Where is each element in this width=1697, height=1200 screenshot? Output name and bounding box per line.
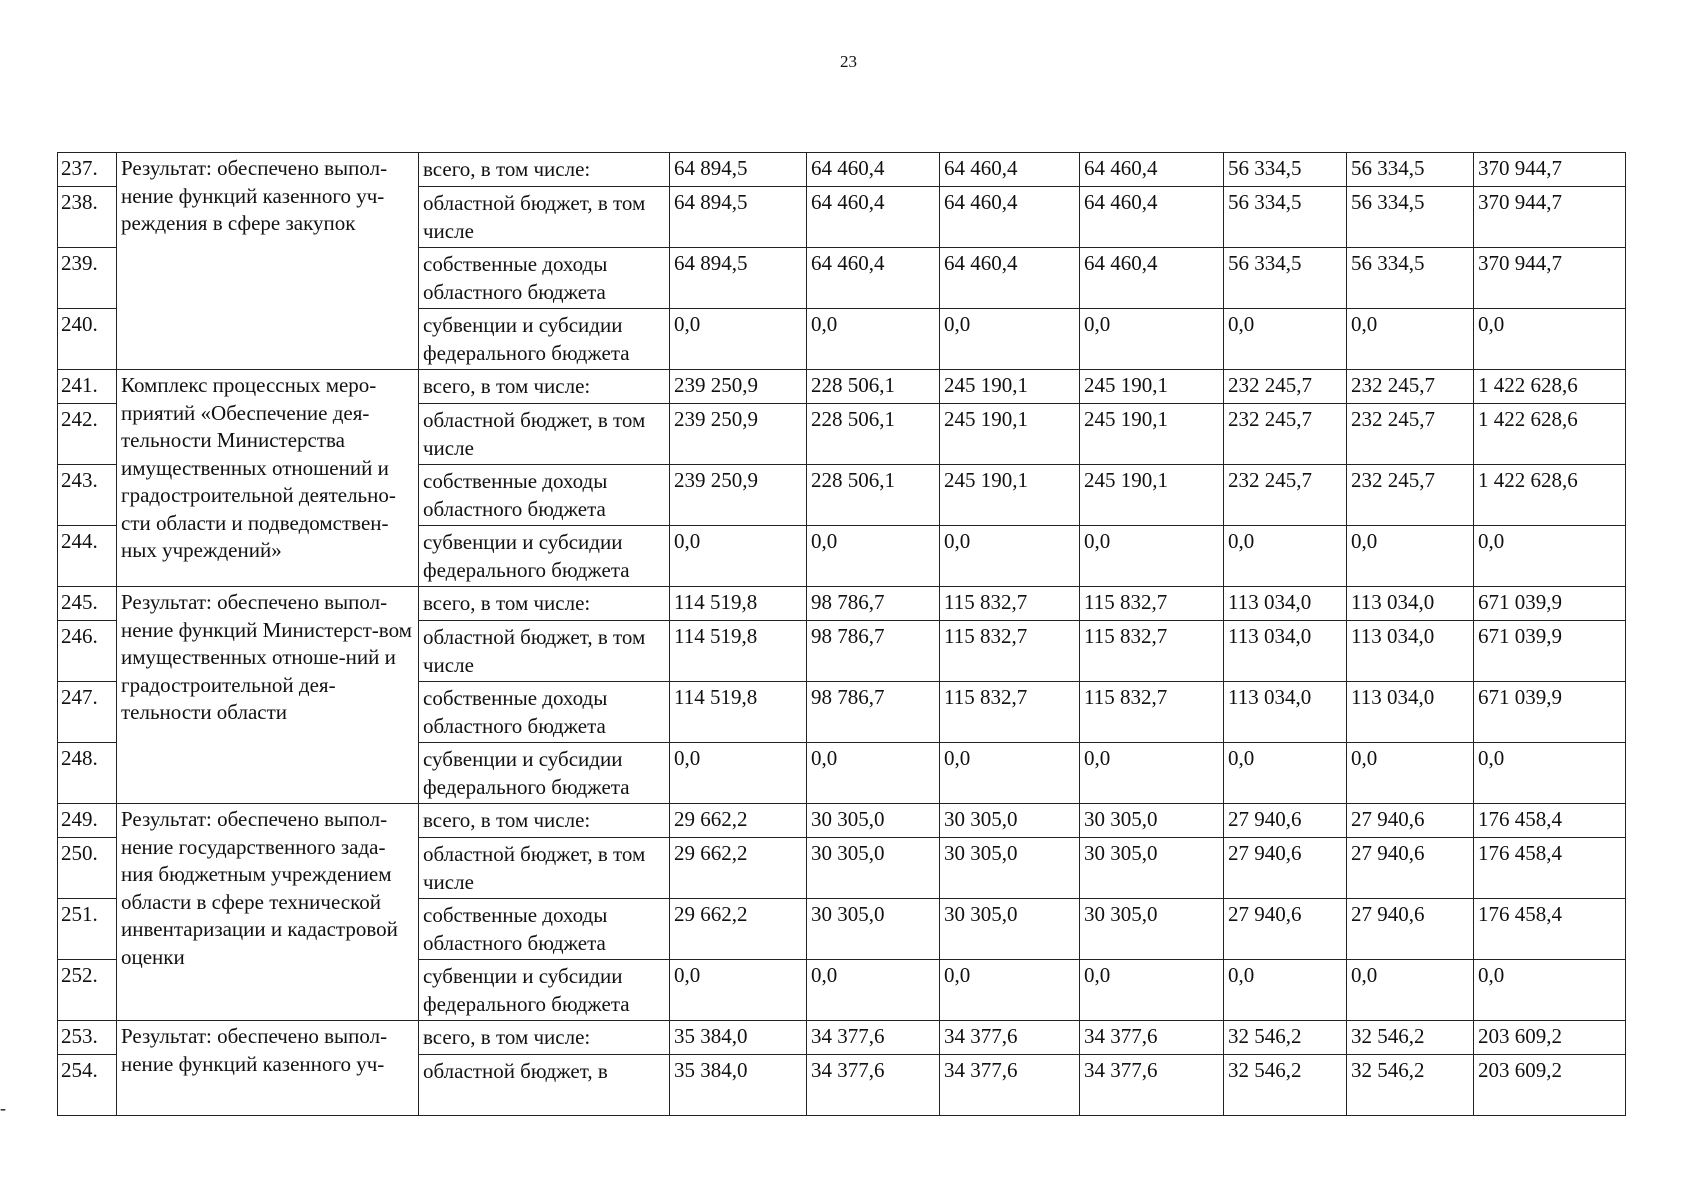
- row-number: 238.: [58, 187, 117, 248]
- value-cell: 0,0: [1224, 309, 1347, 370]
- funding-source: субвенции и субсидии федерального бюджета: [419, 309, 670, 370]
- funding-source: субвенции и субсидии федерального бюджета: [419, 743, 670, 804]
- value-cell: 56 334,5: [1224, 153, 1347, 187]
- row-number: 244.: [58, 526, 117, 587]
- value-cell: 0,0: [940, 960, 1080, 1021]
- value-cell: 34 377,6: [1080, 1021, 1224, 1055]
- value-total: 1 422 628,6: [1474, 465, 1626, 526]
- value-cell: 29 662,2: [670, 838, 807, 899]
- table-row: [58, 153, 1626, 187]
- row-number: 253.: [58, 1021, 117, 1055]
- value-cell: 30 305,0: [1080, 838, 1224, 899]
- value-total: 176 458,4: [1474, 804, 1626, 838]
- value-cell: 35 384,0: [670, 1055, 807, 1116]
- value-cell: 232 245,7: [1347, 404, 1474, 465]
- value-cell: 98 786,7: [807, 682, 940, 743]
- value-cell: 0,0: [1224, 960, 1347, 1021]
- value-cell: 0,0: [807, 526, 940, 587]
- value-cell: 64 460,4: [1080, 187, 1224, 248]
- funding-source: субвенции и субсидии федерального бюджета: [419, 960, 670, 1021]
- value-cell: 64 460,4: [807, 153, 940, 187]
- value-cell: 32 546,2: [1224, 1021, 1347, 1055]
- table-row: [58, 1021, 1626, 1055]
- margin-dash: -: [0, 1098, 6, 1118]
- row-number: 249.: [58, 804, 117, 838]
- funding-source: всего, в том числе:: [419, 370, 670, 404]
- value-cell: 0,0: [1347, 526, 1474, 587]
- row-number: 247.: [58, 682, 117, 743]
- row-number: 242.: [58, 404, 117, 465]
- value-cell: 0,0: [807, 960, 940, 1021]
- value-cell: 232 245,7: [1347, 465, 1474, 526]
- value-cell: 64 460,4: [1080, 248, 1224, 309]
- row-number: 240.: [58, 309, 117, 370]
- value-cell: 0,0: [670, 309, 807, 370]
- value-cell: 0,0: [1224, 526, 1347, 587]
- value-cell: 0,0: [1347, 309, 1474, 370]
- value-cell: 228 506,1: [807, 370, 940, 404]
- row-number: 248.: [58, 743, 117, 804]
- page-number: 23: [840, 52, 857, 71]
- value-cell: 64 894,5: [670, 153, 807, 187]
- row-number: 245.: [58, 587, 117, 621]
- value-total: 0,0: [1474, 309, 1626, 370]
- value-cell: 115 832,7: [940, 587, 1080, 621]
- value-cell: 245 190,1: [940, 404, 1080, 465]
- funding-source: всего, в том числе:: [419, 804, 670, 838]
- value-cell: 0,0: [1080, 743, 1224, 804]
- value-cell: 0,0: [1224, 743, 1347, 804]
- value-cell: 0,0: [670, 743, 807, 804]
- table-row: [58, 587, 1626, 621]
- value-cell: 228 506,1: [807, 404, 940, 465]
- value-cell: 34 377,6: [807, 1055, 940, 1116]
- value-cell: 98 786,7: [807, 587, 940, 621]
- value-total: 0,0: [1474, 526, 1626, 587]
- value-cell: 30 305,0: [940, 838, 1080, 899]
- value-cell: 29 662,2: [670, 899, 807, 960]
- value-cell: 30 305,0: [807, 899, 940, 960]
- value-cell: 0,0: [940, 309, 1080, 370]
- value-total: 176 458,4: [1474, 838, 1626, 899]
- value-total: 671 039,9: [1474, 587, 1626, 621]
- activity-description: Результат: обеспечено выпол-нение функций Министерст-вом имущественных отноше-ний и градостроительной дея-тельности области: [117, 587, 419, 804]
- value-cell: 232 245,7: [1224, 370, 1347, 404]
- value-cell: 27 940,6: [1224, 899, 1347, 960]
- value-cell: 114 519,8: [670, 682, 807, 743]
- value-cell: 30 305,0: [940, 899, 1080, 960]
- value-cell: 115 832,7: [940, 682, 1080, 743]
- value-cell: 64 460,4: [1080, 153, 1224, 187]
- value-cell: 245 190,1: [940, 370, 1080, 404]
- row-number: 237.: [58, 153, 117, 187]
- funding-source: областной бюджет, в том числе: [419, 621, 670, 682]
- value-cell: 115 832,7: [1080, 621, 1224, 682]
- value-cell: 30 305,0: [940, 804, 1080, 838]
- value-cell: 64 460,4: [940, 153, 1080, 187]
- value-cell: 27 940,6: [1224, 838, 1347, 899]
- value-cell: 30 305,0: [807, 804, 940, 838]
- value-cell: 113 034,0: [1224, 587, 1347, 621]
- value-cell: 98 786,7: [807, 621, 940, 682]
- value-cell: 29 662,2: [670, 804, 807, 838]
- value-cell: 239 250,9: [670, 370, 807, 404]
- value-cell: 0,0: [807, 309, 940, 370]
- value-cell: 56 334,5: [1224, 248, 1347, 309]
- value-cell: 232 245,7: [1347, 370, 1474, 404]
- value-cell: 30 305,0: [1080, 899, 1224, 960]
- value-cell: 64 460,4: [940, 187, 1080, 248]
- value-cell: 245 190,1: [940, 465, 1080, 526]
- value-cell: 32 546,2: [1347, 1055, 1474, 1116]
- value-cell: 115 832,7: [1080, 587, 1224, 621]
- row-number: 250.: [58, 838, 117, 899]
- value-cell: 0,0: [940, 526, 1080, 587]
- row-number: 243.: [58, 465, 117, 526]
- value-cell: 113 034,0: [1347, 621, 1474, 682]
- value-cell: 245 190,1: [1080, 465, 1224, 526]
- activity-description: Результат: обеспечено выпол-нение функций казенного уч-: [117, 1021, 419, 1116]
- value-cell: 34 377,6: [940, 1055, 1080, 1116]
- value-cell: 113 034,0: [1224, 682, 1347, 743]
- value-cell: 245 190,1: [1080, 370, 1224, 404]
- activity-description: Комплекс процессных меро-приятий «Обеспечение дея-тельности Министерства имущественных отношений и градостроительной деятельно-сти области и подведомствен-ных учреждений»: [117, 370, 419, 587]
- value-cell: 0,0: [940, 743, 1080, 804]
- funding-source: областной бюджет, в: [419, 1055, 670, 1116]
- funding-source: собственные доходы областного бюджета: [419, 682, 670, 743]
- value-cell: 0,0: [1080, 309, 1224, 370]
- value-cell: 0,0: [670, 960, 807, 1021]
- funding-source: областной бюджет, в том числе: [419, 404, 670, 465]
- value-cell: 34 377,6: [940, 1021, 1080, 1055]
- value-cell: 27 940,6: [1347, 804, 1474, 838]
- value-cell: 64 894,5: [670, 187, 807, 248]
- value-cell: 0,0: [1347, 743, 1474, 804]
- value-cell: 56 334,5: [1347, 153, 1474, 187]
- funding-source: собственные доходы областного бюджета: [419, 899, 670, 960]
- activity-description: Результат: обеспечено выпол-нение государственного зада-ния бюджетным учреждением области в сфере технической инвентаризации и кадастровой оценки: [117, 804, 419, 1021]
- value-total: 370 944,7: [1474, 248, 1626, 309]
- value-total: 203 609,2: [1474, 1055, 1626, 1116]
- funding-source: собственные доходы областного бюджета: [419, 248, 670, 309]
- value-cell: 114 519,8: [670, 587, 807, 621]
- value-cell: 34 377,6: [1080, 1055, 1224, 1116]
- value-total: 370 944,7: [1474, 153, 1626, 187]
- row-number: 241.: [58, 370, 117, 404]
- value-cell: 239 250,9: [670, 465, 807, 526]
- value-cell: 32 546,2: [1347, 1021, 1474, 1055]
- funding-source: всего, в том числе:: [419, 587, 670, 621]
- value-cell: 34 377,6: [807, 1021, 940, 1055]
- funding-source: областной бюджет, в том числе: [419, 187, 670, 248]
- value-total: 671 039,9: [1474, 682, 1626, 743]
- budget-table: [57, 152, 1626, 1116]
- value-cell: 114 519,8: [670, 621, 807, 682]
- row-number: 251.: [58, 899, 117, 960]
- value-cell: 27 940,6: [1347, 899, 1474, 960]
- activity-description: Результат: обеспечено выпол-нение функций казенного уч-реждения в сфере закупок: [117, 153, 419, 370]
- value-cell: 56 334,5: [1347, 248, 1474, 309]
- value-cell: 30 305,0: [1080, 804, 1224, 838]
- value-cell: 113 034,0: [1347, 682, 1474, 743]
- value-total: 0,0: [1474, 960, 1626, 1021]
- row-number: 239.: [58, 248, 117, 309]
- value-cell: 56 334,5: [1224, 187, 1347, 248]
- value-total: 370 944,7: [1474, 187, 1626, 248]
- row-number: 246.: [58, 621, 117, 682]
- value-cell: 27 940,6: [1347, 838, 1474, 899]
- value-cell: 115 832,7: [1080, 682, 1224, 743]
- row-number: 252.: [58, 960, 117, 1021]
- value-cell: 228 506,1: [807, 465, 940, 526]
- value-cell: 64 460,4: [807, 187, 940, 248]
- value-total: 203 609,2: [1474, 1021, 1626, 1055]
- value-cell: 245 190,1: [1080, 404, 1224, 465]
- value-cell: 0,0: [670, 526, 807, 587]
- value-cell: 30 305,0: [807, 838, 940, 899]
- table-row: [58, 804, 1626, 838]
- value-cell: 64 460,4: [940, 248, 1080, 309]
- funding-source: областной бюджет, в том числе: [419, 838, 670, 899]
- value-cell: 56 334,5: [1347, 187, 1474, 248]
- table-row: [58, 370, 1626, 404]
- value-cell: 115 832,7: [940, 621, 1080, 682]
- value-cell: 0,0: [1347, 960, 1474, 1021]
- value-cell: 0,0: [1080, 960, 1224, 1021]
- funding-source: субвенции и субсидии федерального бюджета: [419, 526, 670, 587]
- value-cell: 113 034,0: [1347, 587, 1474, 621]
- value-cell: 64 460,4: [807, 248, 940, 309]
- value-cell: 35 384,0: [670, 1021, 807, 1055]
- value-cell: 32 546,2: [1224, 1055, 1347, 1116]
- value-total: 671 039,9: [1474, 621, 1626, 682]
- value-total: 0,0: [1474, 743, 1626, 804]
- value-total: 1 422 628,6: [1474, 370, 1626, 404]
- value-cell: 232 245,7: [1224, 404, 1347, 465]
- value-cell: 64 894,5: [670, 248, 807, 309]
- value-cell: 113 034,0: [1224, 621, 1347, 682]
- value-cell: 239 250,9: [670, 404, 807, 465]
- value-cell: 27 940,6: [1224, 804, 1347, 838]
- funding-source: собственные доходы областного бюджета: [419, 465, 670, 526]
- funding-source: всего, в том числе:: [419, 153, 670, 187]
- value-cell: 0,0: [1080, 526, 1224, 587]
- value-total: 176 458,4: [1474, 899, 1626, 960]
- value-cell: 232 245,7: [1224, 465, 1347, 526]
- value-cell: 0,0: [807, 743, 940, 804]
- value-total: 1 422 628,6: [1474, 404, 1626, 465]
- row-number: 254.: [58, 1055, 117, 1116]
- funding-source: всего, в том числе:: [419, 1021, 670, 1055]
